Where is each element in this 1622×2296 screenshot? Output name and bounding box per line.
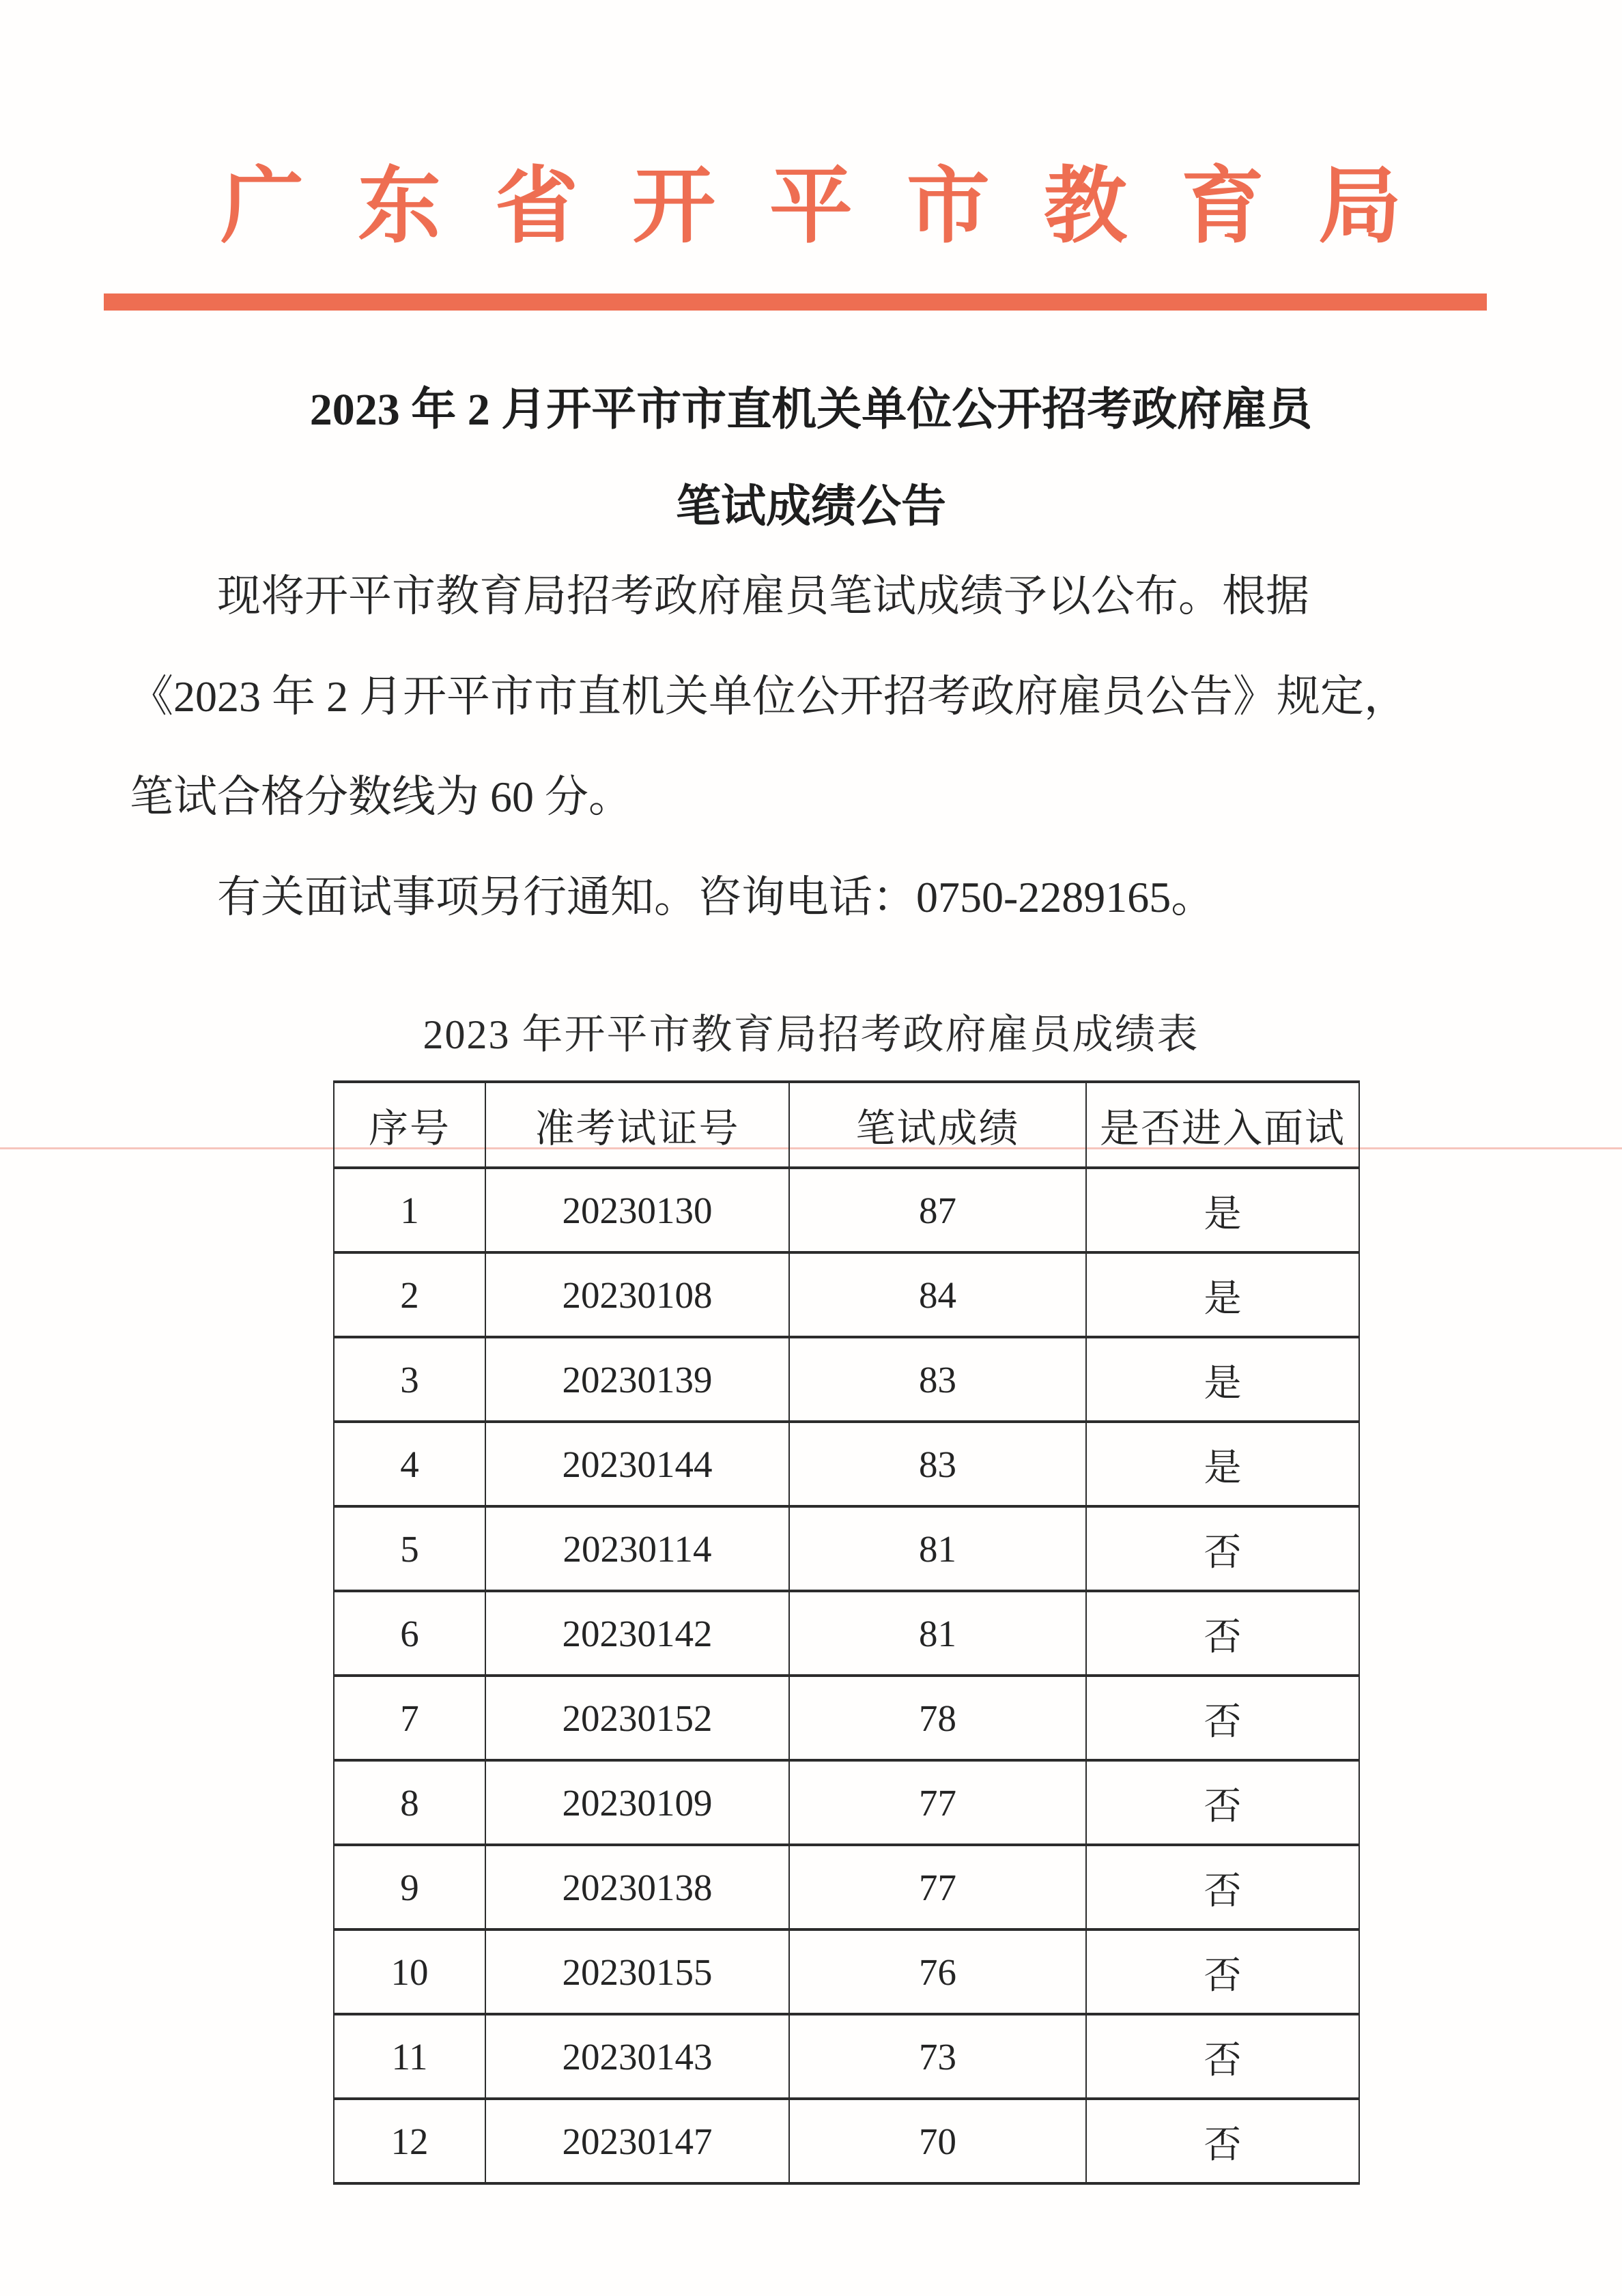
table-cell: 是 xyxy=(1086,1168,1359,1252)
table-cell: 20230147 xyxy=(485,2099,789,2183)
results-table-body xyxy=(334,1168,1359,2183)
table-cell: 5 xyxy=(334,1506,485,1591)
table-cell: 12 xyxy=(334,2099,485,2183)
table-cell: 73 xyxy=(789,2014,1086,2099)
table-cell: 否 xyxy=(1086,1929,1359,2014)
agency-letterhead: 广东省开平市教育局 xyxy=(220,161,1455,253)
table-cell: 77 xyxy=(789,1760,1086,1845)
table-cell: 20230142 xyxy=(485,1591,789,1676)
table-cell: 84 xyxy=(789,1252,1086,1337)
table-cell: 2 xyxy=(334,1252,485,1337)
table-cell: 4 xyxy=(334,1422,485,1506)
table-cell: 7 xyxy=(334,1676,485,1760)
table-row xyxy=(334,1506,1359,1591)
table-row xyxy=(334,2014,1359,2099)
table-row xyxy=(334,1676,1359,1760)
table-cell: 否 xyxy=(1086,1506,1359,1591)
table-cell: 76 xyxy=(789,1929,1086,2014)
paragraph-line: 笔试合格分数线为 60 分。 xyxy=(130,773,632,821)
table-cell: 10 xyxy=(334,1929,485,2014)
table-cell: 70 xyxy=(789,2099,1086,2183)
table-cell: 8 xyxy=(334,1760,485,1845)
table-cell: 20230130 xyxy=(485,1168,789,1252)
table-cell: 否 xyxy=(1086,1760,1359,1845)
table-row xyxy=(334,1422,1359,1506)
table-cell: 20230139 xyxy=(485,1337,789,1422)
document-title-line1: 2023 年 2 月开平市市直机关单位公开招考政府雇员 xyxy=(309,385,1313,435)
table-cell: 否 xyxy=(1086,1845,1359,1929)
table-cell: 20230114 xyxy=(485,1506,789,1591)
table-row xyxy=(334,1591,1359,1676)
table-row xyxy=(334,1845,1359,1929)
table-cell: 20230109 xyxy=(485,1760,789,1845)
paragraph-line: 现将开平市教育局招考政府雇员笔试成绩予以公布。根据 xyxy=(217,572,1309,620)
table-cell: 83 xyxy=(789,1422,1086,1506)
table-row xyxy=(334,1168,1359,1252)
table-cell: 11 xyxy=(334,2014,485,2099)
table-cell: 6 xyxy=(334,1591,485,1676)
table-cell: 20230143 xyxy=(485,2014,789,2099)
table-cell: 1 xyxy=(334,1168,485,1252)
document-title xyxy=(128,362,1494,556)
table-row xyxy=(334,1929,1359,2014)
table-row xyxy=(334,1337,1359,1422)
table-title: 2023 年开平市教育局招考政府雇员成绩表 xyxy=(423,1012,1199,1057)
table-cell: 20230144 xyxy=(485,1422,789,1506)
table-cell: 3 xyxy=(334,1337,485,1422)
table-cell: 9 xyxy=(334,1845,485,1929)
table-header-row xyxy=(334,1082,1359,1168)
table-cell: 81 xyxy=(789,1506,1086,1591)
paragraph-line: 《2023 年 2 月开平市市直机关单位公开招考政府雇员公告》规定， xyxy=(130,672,1408,721)
document-title-line2: 笔试成绩公告 xyxy=(676,482,946,532)
table-cell: 87 xyxy=(789,1168,1086,1252)
table-cell: 是 xyxy=(1086,1422,1359,1506)
table-cell: 83 xyxy=(789,1337,1086,1422)
table-cell: 20230108 xyxy=(485,1252,789,1337)
table-cell: 否 xyxy=(1086,1676,1359,1760)
header-cell-written-score: 笔试成绩 xyxy=(789,1082,1086,1168)
table-cell: 否 xyxy=(1086,1591,1359,1676)
table-cell: 是 xyxy=(1086,1337,1359,1422)
table-cell: 20230155 xyxy=(485,1929,789,2014)
table-row xyxy=(334,1760,1359,1845)
table-row xyxy=(334,1252,1359,1337)
table-row xyxy=(334,2099,1359,2183)
table-cell: 否 xyxy=(1086,2099,1359,2183)
table-cell: 81 xyxy=(789,1591,1086,1676)
announcement-body xyxy=(130,546,1428,947)
results-table xyxy=(333,1080,1360,2185)
header-cell-interview-status: 是否进入面试 xyxy=(1086,1082,1359,1168)
table-cell: 否 xyxy=(1086,2014,1359,2099)
paragraph-line: 有关面试事项另行通知。咨询电话：0750-2289165。 xyxy=(217,873,1215,921)
letterhead-divider-bar xyxy=(104,293,1487,311)
header-cell-index: 序号 xyxy=(334,1082,485,1168)
table-cell: 78 xyxy=(789,1676,1086,1760)
header-cell-admission-number: 准考试证号 xyxy=(485,1082,789,1168)
table-cell: 20230138 xyxy=(485,1845,789,1929)
table-cell: 20230152 xyxy=(485,1676,789,1760)
table-cell: 77 xyxy=(789,1845,1086,1929)
table-cell: 是 xyxy=(1086,1252,1359,1337)
